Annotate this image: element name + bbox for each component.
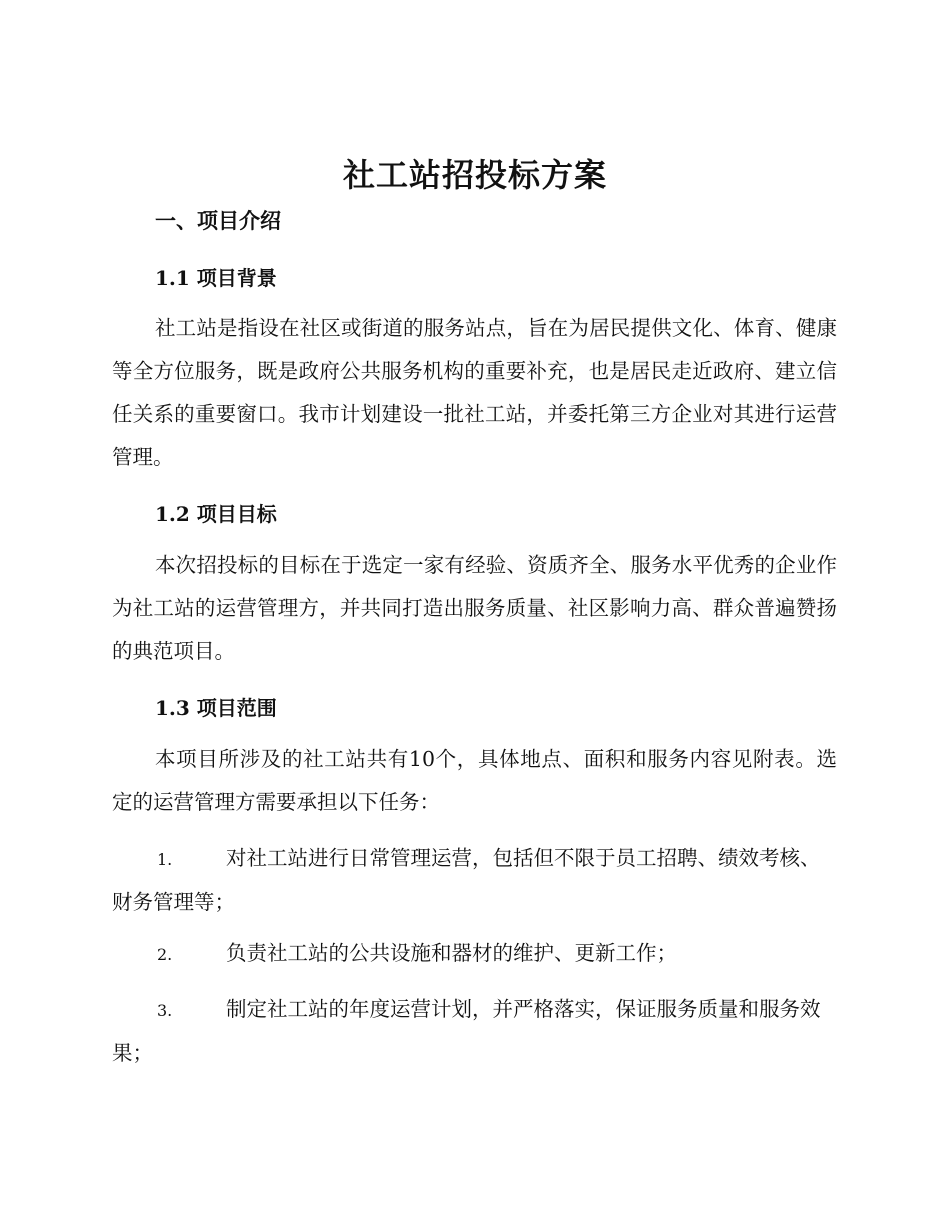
list-item-text: 制定社工站的年度运营计划，并严格落实，保证服务质量和服务效果； bbox=[112, 997, 821, 1065]
document-title: 社工站招投标方案 bbox=[342, 156, 607, 194]
subsection-heading-background: 1.1 项目背景 bbox=[155, 266, 277, 290]
list-item-text: 负责社工站的公共设施和器材的维护、更新工作； bbox=[226, 941, 677, 965]
subsection-heading-scope: 1.3 项目范围 bbox=[155, 696, 277, 720]
list-item bbox=[112, 837, 837, 924]
paragraph-goal: 本次招投标的目标在于选定一家有经验、资质齐全、服务水平优秀的企业作为社工站的运营管理方，并共同打造出服务质量、社区影响力高、群众普遍赞扬的典范项目。 bbox=[112, 553, 837, 663]
paragraph-scope: 本项目所涉及的社工站共有10个，具体地点、面积和服务内容见附表。选定的运营管理方需要承担以下任务： bbox=[112, 747, 837, 814]
list-item-number: 2. bbox=[157, 945, 173, 964]
list-item-number: 3. bbox=[157, 1001, 173, 1020]
paragraph-background: 社工站是指设在社区或街道的服务站点，旨在为居民提供文化、体育、健康等全方位服务，既是政府公共服务机构的重要补充，也是居民走近政府、建立信任关系的重要窗口。我市计划建设一批社工站，并委托第三方企业对其进行运营管理。 bbox=[112, 316, 837, 469]
subsection-heading-goal: 1.2 项目目标 bbox=[155, 502, 277, 526]
list-item-number: 1. bbox=[157, 850, 173, 869]
list-item-text: 对社工站进行日常管理运营，包括但不限于员工招聘、绩效考核、财务管理等； bbox=[112, 846, 821, 914]
section-heading-project-intro: 一、项目介绍 bbox=[155, 208, 281, 233]
list-item bbox=[112, 932, 837, 976]
list-item bbox=[112, 988, 837, 1075]
